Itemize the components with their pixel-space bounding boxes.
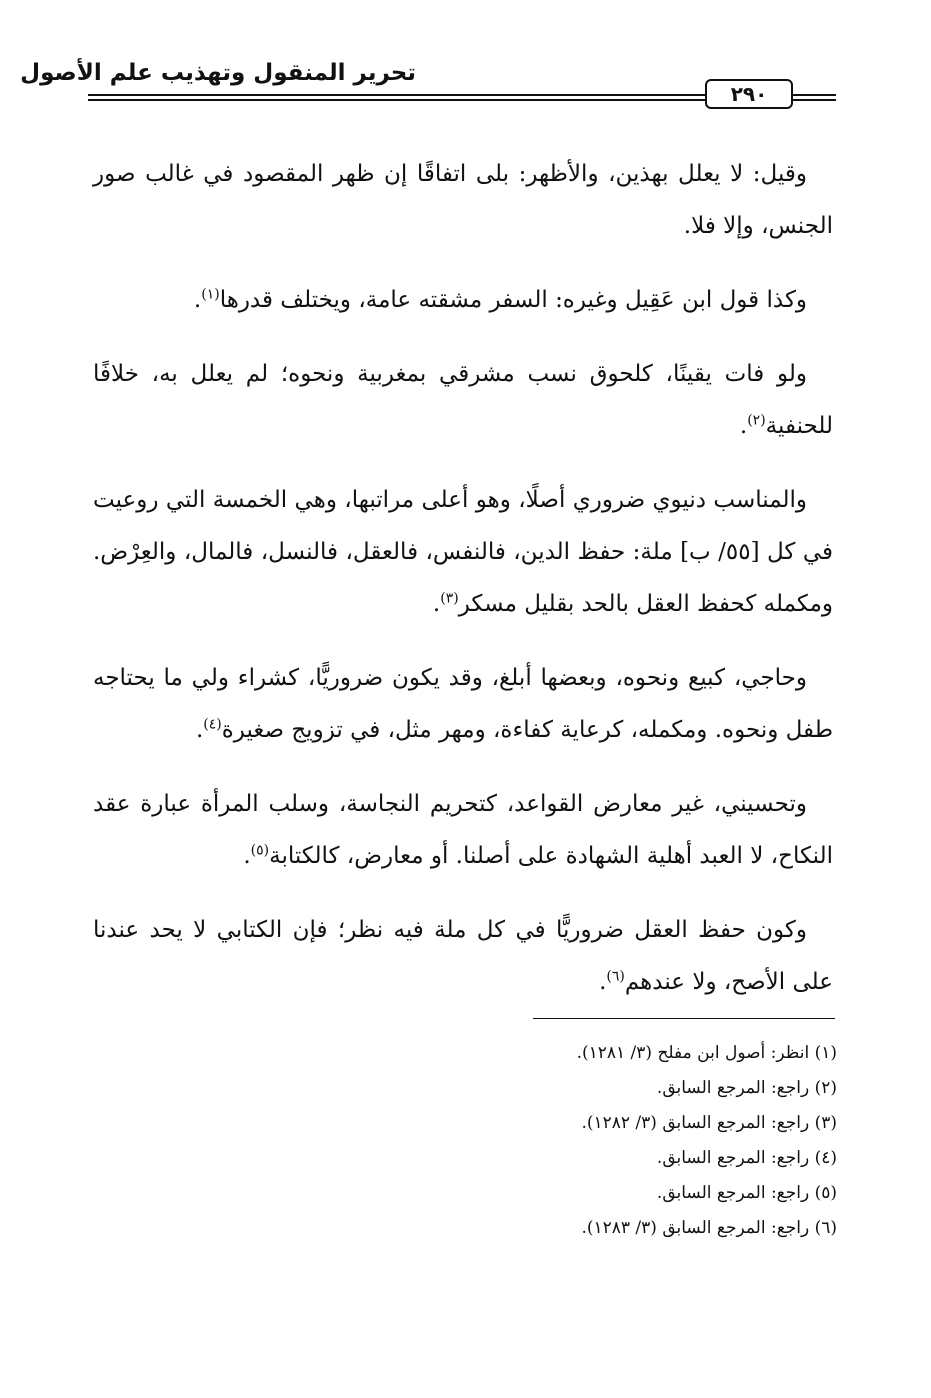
paragraph-1: وقيل: لا يعلل بهذين، والأظهر: بلى اتفاقًا إن ظهر المقصود في غالب صور الجنس، وإلا فلا. bbox=[93, 161, 833, 239]
footnote-ref-6[interactable]: (٦) bbox=[606, 968, 625, 985]
paragraph-4: والمناسب دنيوي ضروري أصلًا، وهو أعلى مراتبها، وهي الخمسة التي روعيت في كل [٥٥/ ب] ملة: حفظ الدين، فالنفس، فالعقل، فالنسل، فالمال، والعِرْض. ومكمله كحفظ العقل بالحد بقليل مسكر$^{(٣)}$. bbox=[93, 487, 833, 617]
main-text bbox=[93, 148, 833, 1030]
footnote-6: (٦) راجع: المرجع السابق (٣/ ١٢٨٣). bbox=[581, 1218, 837, 1238]
footnote-2: (٢) راجع: المرجع السابق. bbox=[656, 1078, 837, 1098]
page-header bbox=[20, 56, 836, 108]
footnotes bbox=[93, 1036, 837, 1246]
footnote-ref-1[interactable]: (١) bbox=[201, 286, 220, 303]
paragraph-7: وكون حفظ العقل ضروريًّا في كل ملة فيه نظر؛ فإن الكتابي لا يحد عندنا على الأصح، ولا عندهم$^{(٦)}$. bbox=[93, 917, 833, 995]
footnote-1: (١) انظر: أصول ابن مفلح (٣/ ١٢٨١). bbox=[576, 1043, 837, 1063]
book-title: تحرير المنقول وتهذيب علم الأصول bbox=[20, 60, 416, 86]
footnote-5: (٥) راجع: المرجع السابق. bbox=[656, 1183, 837, 1203]
footnote-ref-3[interactable]: (٣) bbox=[440, 590, 459, 607]
footnote-ref-4[interactable]: (٤) bbox=[203, 716, 222, 733]
footnote-4: (٤) راجع: المرجع السابق. bbox=[656, 1148, 837, 1168]
paragraph-6: وتحسيني، غير معارض القواعد، كتحريم النجاسة، وسلب المرأة عبارة عقد النكاح، لا العبد أهلية الشهادة على أصلنا. أو معارض، كالكتابة$^{(٥)}$. bbox=[93, 791, 833, 869]
page-number: ٢٩٠ bbox=[705, 79, 793, 109]
footnote-ref-2[interactable]: (٢) bbox=[747, 412, 766, 429]
footnote-ref-5[interactable]: (٥) bbox=[250, 842, 270, 859]
paragraph-5: وحاجي، كبيع ونحوه، وبعضها أبلغ، وقد يكون ضروريًّا، كشراء ولي ما يحتاجه طفل ونحوه. ومكمله، كرعاية كفاءة، ومهر مثل، في تزويج صغيرة$^{(٤)}$. bbox=[93, 665, 833, 743]
paragraph-3: ولو فات يقينًا، كلحوق نسب مشرقي بمغربية ونحوه؛ لم يعلل به، خلافًا للحنفية$^{(٢)}$. bbox=[93, 361, 833, 439]
paragraph-2: وكذا قول ابن عَقِيل وغيره: السفر مشقته عامة، ويختلف قدرها$^{(١)}$. bbox=[193, 286, 807, 313]
footnote-3: (٣) راجع: المرجع السابق (٣/ ١٢٨٢). bbox=[581, 1113, 837, 1133]
footnote-separator bbox=[533, 1018, 835, 1019]
